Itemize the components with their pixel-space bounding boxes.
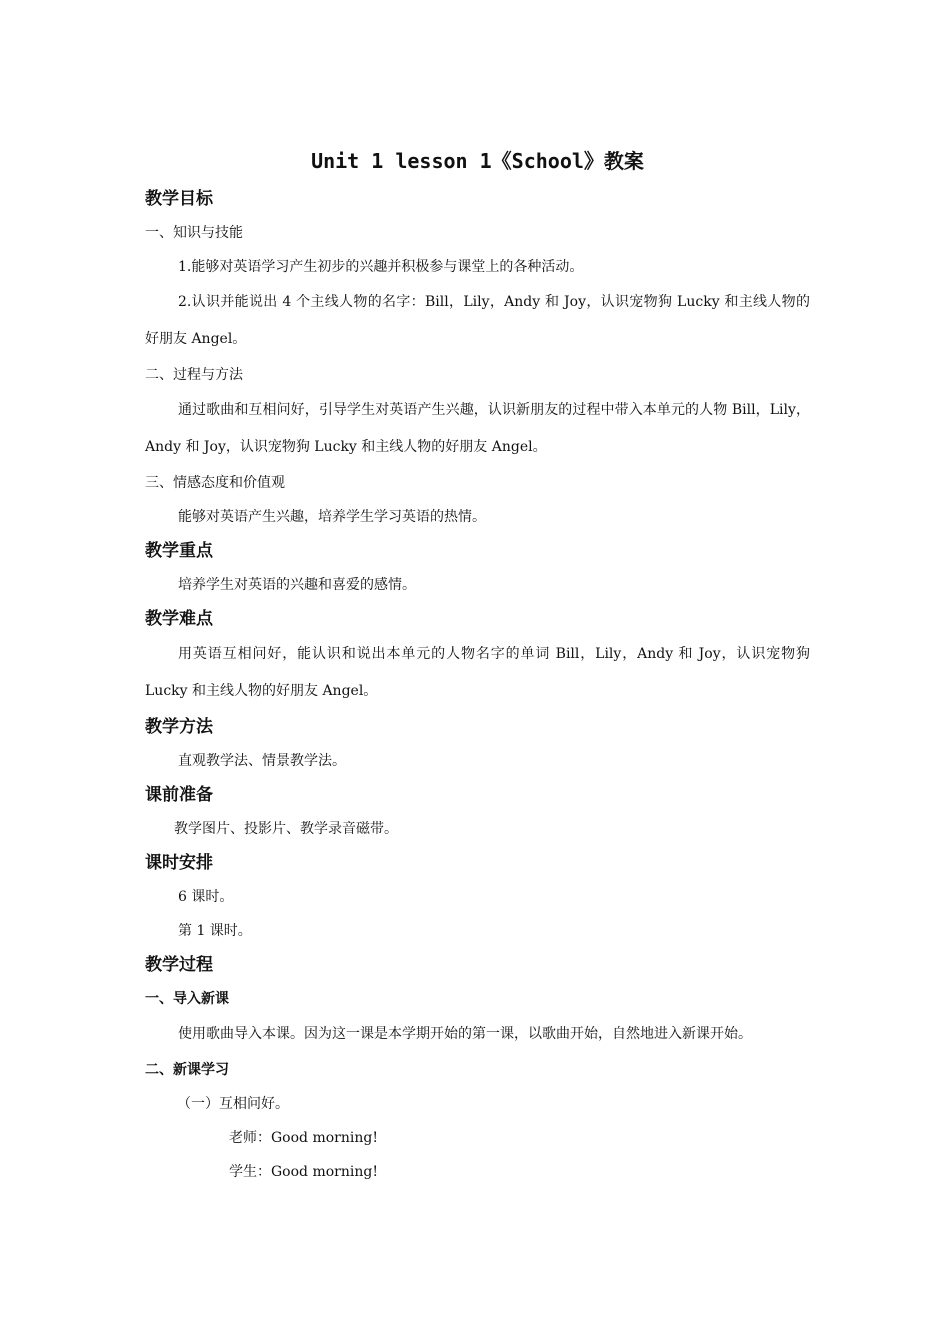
process-methods-text: 通过歌曲和互相问好，引导学生对英语产生兴趣，认识新朋友的过程中带入本单元的人物 Bill，Lily，Andy 和 Joy，认识宠物狗 Lucky 和主线人物的好朋友 Angel。 bbox=[145, 402, 810, 455]
subheading-new-lesson: 二、新课学习 bbox=[145, 1062, 229, 1078]
lesson-plan-document bbox=[145, 140, 810, 1189]
new-lesson-item-1: （一）互相问好。 bbox=[177, 1096, 289, 1112]
introduction-text: 使用歌曲导入本课。因为这一课是本学期开始的第一课，以歌曲开始，自然地进入新课开始。 bbox=[178, 1026, 752, 1042]
heading-teaching-process: 教学过程 bbox=[145, 955, 213, 975]
dialog-line-teacher: 老师：Good morning! bbox=[229, 1130, 378, 1146]
schedule-total: 6 课时。 bbox=[178, 889, 234, 905]
subheading-process-methods: 二、过程与方法 bbox=[145, 367, 243, 383]
goal-item-1: 1.能够对英语学习产生初步的兴趣并积极参与课堂上的各种活动。 bbox=[178, 259, 584, 275]
preparation-text: 教学图片、投影片、教学录音磁带。 bbox=[174, 821, 398, 837]
subheading-knowledge-skills: 一、知识与技能 bbox=[145, 225, 243, 241]
difficulties-text: 用英语互相问好，能认识和说出本单元的人物名字的单词 Bill，Lily，Andy 和 Joy，认识宠物狗 Lucky 和主线人物的好朋友 Angel。 bbox=[145, 646, 810, 699]
heading-key-points: 教学重点 bbox=[145, 541, 213, 561]
heading-preparation: 课前准备 bbox=[145, 785, 213, 805]
dialog-line-student: 学生：Good morning! bbox=[229, 1164, 378, 1180]
document-title: Unit 1 lesson 1《School》教案 bbox=[311, 149, 644, 173]
schedule-current: 第 1 课时。 bbox=[178, 923, 252, 939]
heading-schedule: 课时安排 bbox=[145, 853, 213, 873]
heading-methods: 教学方法 bbox=[145, 717, 213, 737]
attitude-values-text: 能够对英语产生兴趣，培养学生学习英语的热情。 bbox=[178, 509, 486, 525]
key-points-text: 培养学生对英语的兴趣和喜爱的感情。 bbox=[178, 577, 416, 593]
heading-difficulties: 教学难点 bbox=[145, 609, 213, 629]
subheading-introduction: 一、导入新课 bbox=[145, 991, 229, 1007]
heading-teaching-goals: 教学目标 bbox=[145, 189, 213, 209]
subheading-attitude-values: 三、情感态度和价值观 bbox=[145, 475, 285, 491]
methods-text: 直观教学法、情景教学法。 bbox=[178, 753, 346, 769]
goal-item-2: 2.认识并能说出 4 个主线人物的名字：Bill，Lily，Andy 和 Joy，认识宠物狗 Lucky 和主线人物的好朋友 Angel。 bbox=[145, 294, 810, 347]
